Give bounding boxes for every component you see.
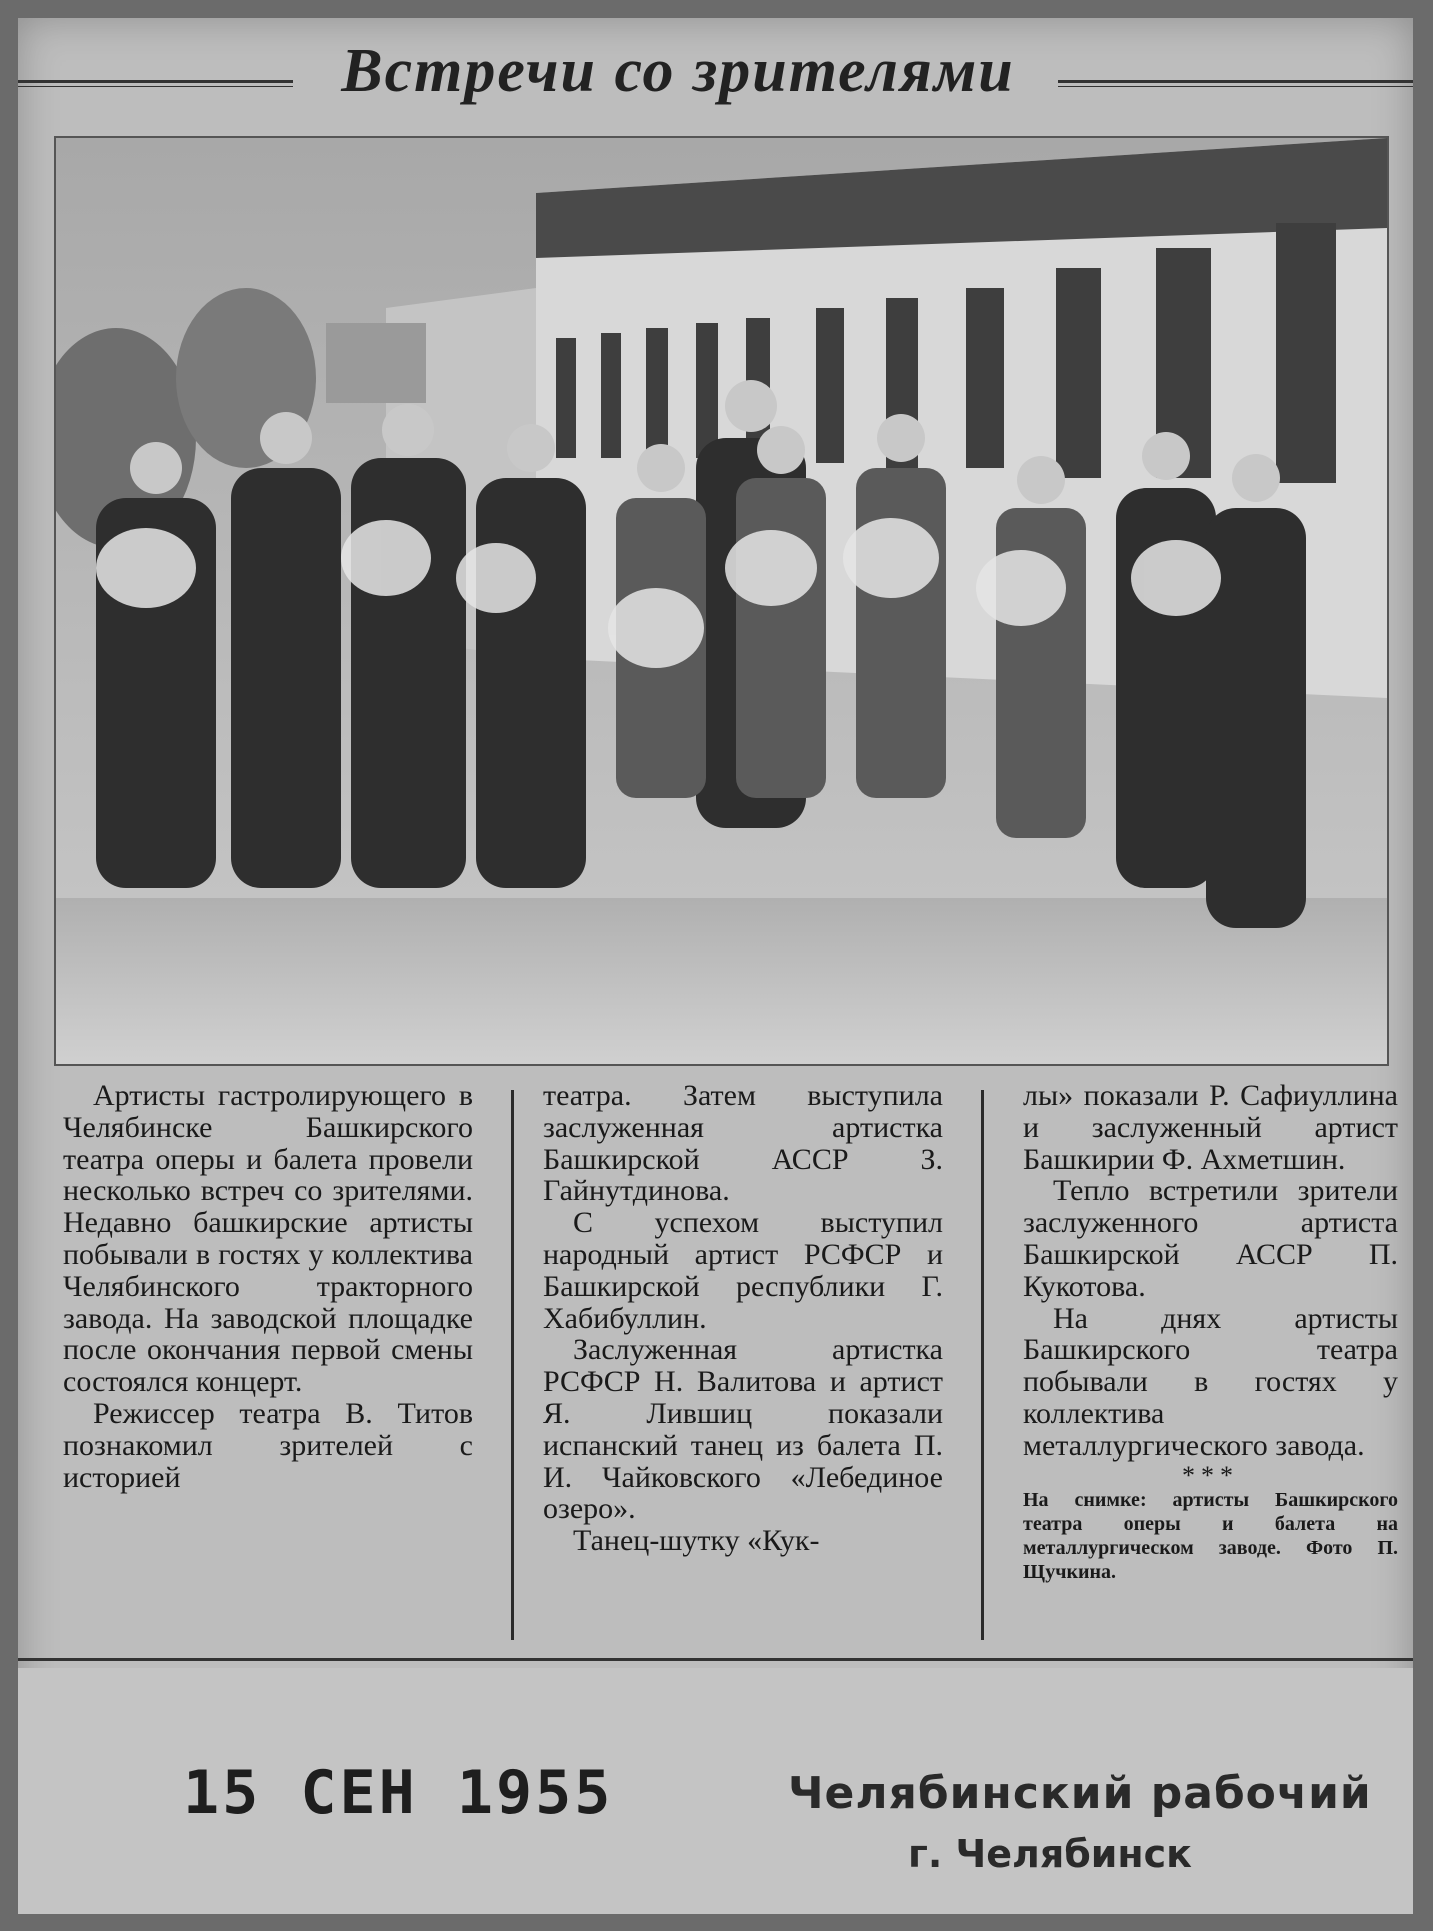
paragraph: С успехом выступил народный артист РСФСР и Башкирской республики Г. Хабибуллин.: [543, 1206, 943, 1335]
column-divider: [511, 1090, 514, 1640]
photo-credit: Фото П. Щучкина.: [1023, 1536, 1399, 1583]
caption-text: артисты Башкирского театра оперы и балета на металлургическом заводе.: [1023, 1488, 1399, 1559]
group-photo: [54, 136, 1389, 1066]
headline: Встречи со зрителями: [341, 37, 1015, 105]
paragraph: театра. Затем выступила заслуженная артистка Башкирской АССР З. Гайнутдинова.: [543, 1079, 943, 1208]
newspaper-city-stamp: г. Челябинск: [908, 1832, 1192, 1876]
headline-row: [18, 28, 1413, 118]
separator-stars: ***: [1182, 1460, 1239, 1490]
caption-lead: На снимке:: [1023, 1488, 1147, 1511]
column-divider: [981, 1090, 984, 1640]
paragraph: На днях артисты Башкирского театра побывали в гостях у коллектива металлургического завода.: [1023, 1301, 1398, 1462]
headline-rule-left: [18, 80, 293, 87]
photo-illustration: [56, 138, 1387, 1064]
newspaper-name-stamp: Челябинский рабочий: [788, 1768, 1372, 1819]
article-column-1: [63, 1080, 473, 1493]
archive-stamp-area: [18, 1668, 1413, 1914]
paragraph: Тепло встретили зрители заслуженного артиста Башкирской АССР П. Кукотова.: [1023, 1174, 1398, 1303]
paragraph: Режиссер театра В. Титов познакомил зрителей с историей: [63, 1396, 473, 1494]
paragraph: Заслуженная артистка РСФСР Н. Валитова и артист Я. Лившиц показали испанский танец из балета П. И. Чайковского «Лебединое озеро».: [543, 1333, 943, 1526]
date-stamp: 15 СЕН 1955: [183, 1758, 614, 1828]
newspaper-clipping: [18, 18, 1413, 1914]
photo-caption: [1023, 1488, 1398, 1584]
bottom-rule: [18, 1658, 1413, 1661]
paragraph: Танец-шутку «Кук-: [573, 1524, 820, 1558]
article-column-2: [543, 1080, 943, 1557]
article-column-3: [1023, 1080, 1398, 1584]
paragraph: Артисты гастролирующего в Челябинске Башкирского театра оперы и балета провели несколько встреч со зрителями. Недавно башкирские артисты побывали в гостях у коллектива Челябинского тракторного завода. На заводской площадке после окончания первой смены состоялся концерт.: [63, 1079, 473, 1399]
headline-rule-right: [1058, 80, 1413, 87]
paragraph: лы» показали Р. Сафиуллина и заслуженный артист Башкирии Ф. Ахметшин.: [1023, 1079, 1398, 1176]
article-columns: [63, 1080, 1403, 1650]
